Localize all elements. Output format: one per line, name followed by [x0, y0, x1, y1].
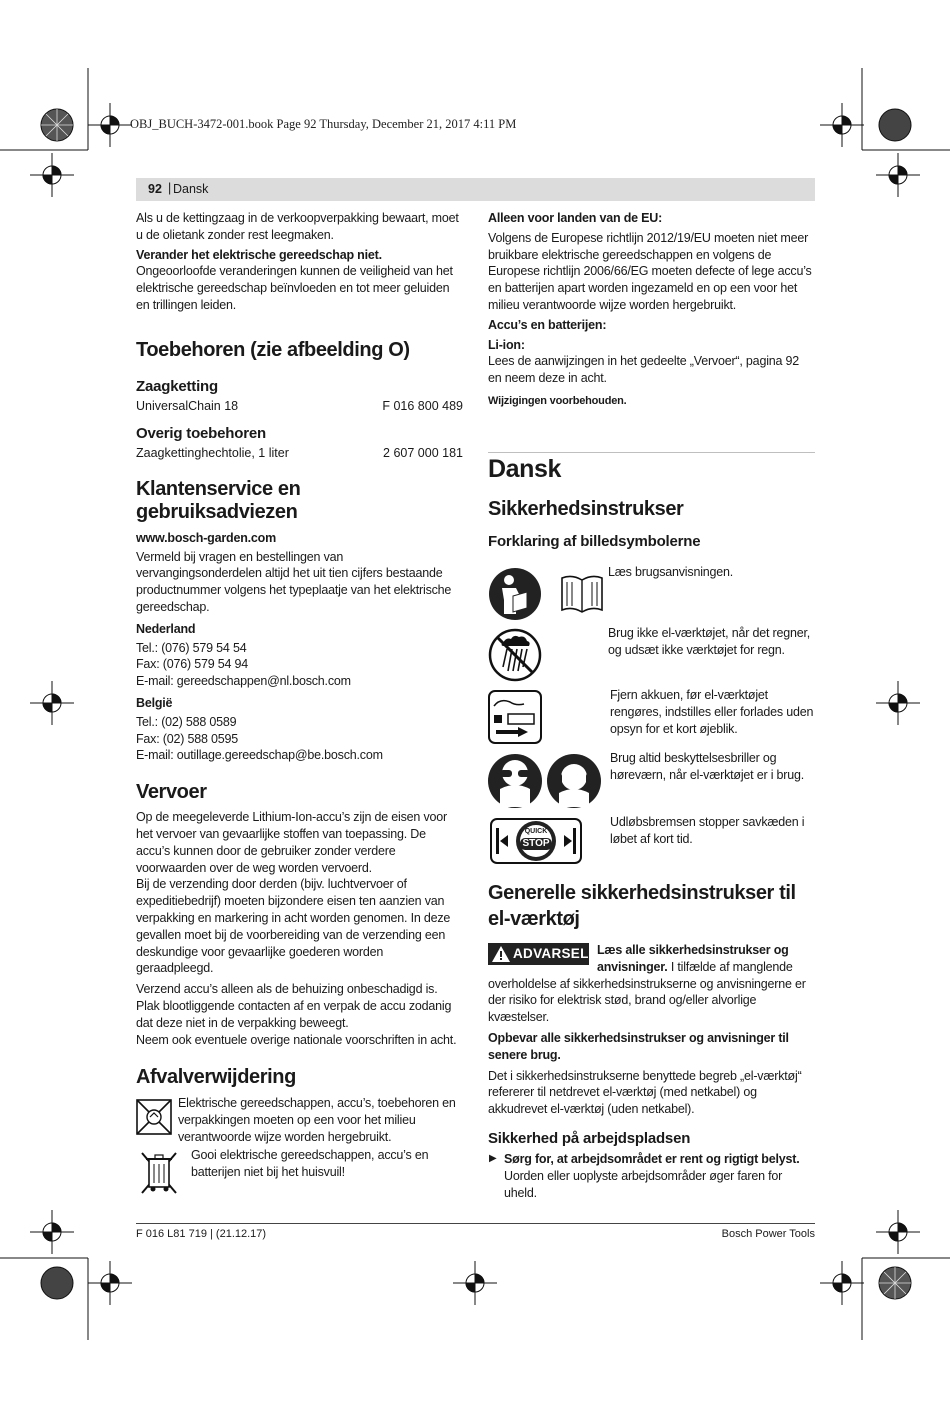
warning-text-bold: Læs alle sikkerhedsinstrukser og anvisninger.	[597, 943, 789, 974]
printer-info-line: OBJ_BUCH-3472-001.book Page 92 Thursday, December 21, 2017 4:11 PM	[130, 117, 517, 131]
term-definition: Det i sikkerhedsinstrukserne benyttede begreb „el-værktøj“ refererer til netdrevet el-værktøj (med netkabel) og akkudrevet el-værktøj (uden netkabel).	[488, 1068, 802, 1117]
transport-heading: Vervoer	[136, 781, 207, 804]
modification-warning	[136, 247, 463, 314]
safety-glasses-icon	[487, 753, 543, 809]
read-manual-icon	[487, 566, 543, 622]
footer-brand: Bosch Power Tools	[721, 1228, 815, 1240]
warning-text-rest: I tilfælde af manglende overholdelse af sikkerhedsinstrukserne og anvisningerne er der risiko for elektrisk stød, brand og/eller alvorlige kvæstelser.	[488, 959, 806, 1025]
header-separator: |	[168, 181, 172, 195]
disposal-row-1	[136, 1095, 463, 1147]
bullet-text: Uorden eller uoplyste arbejdsområder øger faren for uheld.	[504, 1168, 783, 1200]
liion-text: Lees de aanwijzingen in het gedeelte „Vervoer“, pagina 92 en neem deze in acht.	[488, 354, 800, 386]
accessories-heading: Toebehoren (zie afbeelding O)	[136, 338, 410, 361]
general-safety-section	[488, 880, 815, 1201]
belgium-heading: België	[136, 695, 173, 710]
quick-stop-icon	[490, 818, 582, 864]
transport-p2: Bij de verzending door derden (bijv. luchtvervoer of expeditiebedrijf) moeten bijzondere eisen ten aanzien van verpakking en markering in acht worden genomen. In deze gevallen moet bij de voorbereiding van de verzending een deskundige voor gevaarlijke goederen worden geraadpleegd.	[136, 877, 451, 976]
storage-note: Als u de kettingzaag in de verkoopverpakking bewaart, moet u de olietank zonder rest leegmaken.	[136, 211, 459, 242]
footer-rule	[136, 1223, 815, 1224]
safety-heading: Sikkerhedsinstrukser	[488, 498, 684, 520]
netherlands-heading: Nederland	[136, 621, 196, 636]
modification-warning-bold: Verander het elektrische gereedschap niet.	[136, 247, 382, 262]
dansk-heading: Dansk	[488, 455, 562, 483]
warning-block	[488, 942, 815, 1026]
bullet-arrow-icon: ▶	[489, 1152, 497, 1164]
page-header	[136, 178, 815, 201]
remove-battery-icon	[488, 690, 542, 744]
symbols-heading: Forklaring af billedsymbolerne	[488, 533, 701, 550]
changes-reserved: Wijzigingen voorbehouden.	[488, 394, 627, 407]
netherlands-email[interactable]: E-mail: gereedschappen@nl.bosch.com	[136, 674, 351, 689]
warning-label	[488, 943, 589, 965]
warning-triangle-icon	[491, 945, 511, 963]
footer-doc-id: F 016 L81 719 | (21.12.17)	[136, 1228, 267, 1240]
transport-p1: Op de meegeleverde Lithium-Ion-accu’s zijn de eisen voor het vervoer van gevaarlijke stoffen van toepassing. De accu’s kunnen door de gebruiker zonder verdere voorwaarden over de weg worden vervoerd.	[136, 810, 447, 875]
section-name: Dansk	[173, 182, 209, 196]
general-safety-heading: Generelle sikkerhedsinstrukser til el-værktøj	[488, 882, 796, 930]
symbol-text-no-rain: Brug ikke el-værktøjet, når det regner, og udsæt ikke værktøjet for regn.	[608, 626, 811, 657]
netherlands-tel: Tel.: (076) 579 54 54	[136, 640, 247, 655]
accessory-name: Zaagkettinghechtolie, 1 liter	[136, 445, 289, 460]
keep-instructions: Opbevar alle sikkerhedsinstrukser og anvisninger til senere brug.	[488, 1030, 789, 1062]
recycle-packaging-icon	[136, 1099, 172, 1135]
disposal-text-2: Gooi elektrische gereedschappen, accu’s en batterijen niet bij het huisvuil!	[191, 1148, 429, 1180]
other-accessories-heading: Overig toebehoren	[136, 424, 266, 442]
customer-service-heading: Klantenservice en gebruiksadviezen	[136, 477, 301, 523]
crossed-bin-icon	[136, 1147, 182, 1197]
eu-heading: Alleen voor landen van de EU:	[488, 211, 663, 225]
batteries-heading: Accu’s en batterijen:	[488, 317, 607, 332]
quick-stop-label-top: QUICK	[524, 828, 548, 835]
warning-label-text: ADVARSEL	[513, 946, 589, 961]
service-text: Vermeld bij vragen en bestellingen van vervangingsonderdelen altijd het uit tien cijfers bestaande productnummer volgens het typeplaatje van het elektrische gereedschap.	[136, 549, 452, 614]
right-column	[488, 210, 815, 410]
symbol-text-remove-battery: Fjern akkuen, før el-værktøjet rengøres, indstilles eller forlades uden opsyn for et kort øjeblik.	[610, 688, 814, 736]
modification-warning-text: Ongeoorloofde veranderingen kunnen de veiligheid van het elektrische gereedschap beïnvloeden en tot meer geluiden en trillingen leiden.	[136, 264, 453, 312]
disposal-heading: Afvalverwijdering	[136, 1066, 296, 1089]
accessory-row	[136, 399, 463, 413]
manual-book-icon	[559, 570, 605, 616]
disposal-row-2	[136, 1147, 463, 1203]
service-url[interactable]: www.bosch-garden.com	[136, 530, 277, 545]
accessory-row	[136, 446, 463, 460]
belgium-fax: Fax: (02) 588 0595	[136, 731, 239, 746]
page-number: 92	[148, 182, 162, 196]
disposal-text-1: Elektrische gereedschappen, accu’s, toebehoren en verpakkingen moeten op een voor het milieu verantwoorde wijze worden hergebruikt.	[178, 1096, 456, 1144]
transport-p4: Neem ook eventuele overige nationale voorschriften in acht.	[136, 1032, 457, 1047]
accessory-code: 2 607 000 181	[383, 445, 463, 460]
symbol-text-quick-stop: Udløbsbremsen stopper savkæden i løbet af kort tid.	[610, 815, 805, 846]
transport-p3: Verzend accu’s alleen als de behuizing onbeschadigd is. Plak blootliggende contacten af en verpak de accu zodanig dat deze niet in de verpakking beweegt.	[136, 982, 452, 1030]
belgium-email[interactable]: E-mail: outillage.gereedschap@be.bosch.com	[136, 748, 383, 763]
saw-chain-heading: Zaagketting	[136, 377, 218, 395]
bullet-bold: Sørg for, at arbejdsområdet er rent og rigtigt belyst.	[504, 1151, 800, 1166]
bullet-item	[488, 1151, 815, 1201]
left-column	[136, 210, 463, 1203]
belgium-tel: Tel.: (02) 588 0589	[136, 714, 237, 729]
accessory-code: F 016 800 489	[382, 398, 463, 413]
workplace-safety-heading: Sikkerhed på arbejdspladsen	[488, 1129, 691, 1147]
netherlands-fax: Fax: (076) 579 54 94	[136, 657, 249, 672]
eu-text: Volgens de Europese richtlijn 2012/19/EU moeten niet meer bruikbare elektrische gereedschappen en volgens de Europese richtlijn 2006/66/EG moeten defecte of lege accu’s en batterijen apart worden ingezameld en op een voor het milieu verantwoorde wijze worden hergebruikt.	[488, 230, 812, 312]
symbol-text-read-manual: Læs brugsanvisningen.	[608, 565, 734, 579]
hearing-protection-icon	[546, 753, 602, 809]
symbol-text-protection: Brug altid beskyttelsesbriller og høreværn, når el-værktøjet er i brug.	[610, 751, 805, 782]
accessory-name: UniversalChain 18	[136, 398, 239, 413]
quick-stop-label-bottom: STOP	[522, 838, 550, 849]
dansk-section	[488, 455, 815, 550]
no-rain-icon	[487, 627, 543, 683]
section-divider	[488, 452, 815, 453]
liion-heading: Li-ion:	[488, 337, 525, 352]
